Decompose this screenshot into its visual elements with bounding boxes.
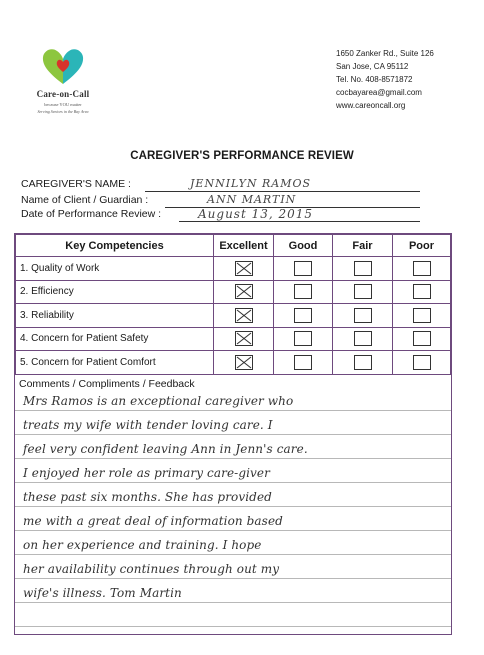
comment-line: Mrs Ramos is an exceptional caregiver who: [23, 394, 294, 408]
check-x-icon: [236, 309, 252, 322]
comment-line: me with a great deal of information based: [23, 514, 283, 528]
comment-line: wife's illness. Tom Martin: [23, 586, 182, 600]
checkbox-poor[interactable]: [413, 355, 431, 370]
checkbox-fair[interactable]: [354, 355, 372, 370]
comment-line: treats my wife with tender loving care. I: [23, 418, 273, 432]
review-date-label: Date of Performance Review :: [21, 208, 162, 220]
checkbox-poor[interactable]: [413, 308, 431, 323]
ruled-line: [15, 506, 451, 507]
checkbox-poor[interactable]: [413, 284, 431, 299]
heart-hands-icon: [40, 46, 86, 86]
header-poor: Poor: [393, 235, 451, 257]
comment-line: I enjoyed her role as primary care-giver: [23, 466, 270, 480]
checkbox-good[interactable]: [294, 331, 312, 346]
table-row: [16, 280, 451, 304]
address-city: San Jose, CA 95112: [336, 62, 409, 71]
ruled-line: [15, 410, 451, 411]
header-good: Good: [274, 235, 333, 257]
table-row: [16, 304, 451, 328]
competency-label: 1. Quality of Work: [16, 257, 214, 281]
company-name: Care-on-Call: [36, 89, 90, 99]
client-name-value: ANN MARTIN: [207, 193, 297, 206]
comment-line: her availability continues through out my: [23, 562, 280, 576]
checkbox-fair[interactable]: [354, 261, 372, 276]
comment-line: these past six months. She has provided: [23, 490, 272, 504]
review-frame: [14, 233, 452, 635]
comment-line: on her experience and training. I hope: [23, 538, 262, 552]
check-x-icon: [236, 285, 252, 298]
company-address: [336, 47, 434, 112]
table-header-row: [16, 235, 451, 257]
checkbox-excellent[interactable]: [235, 308, 253, 323]
checkbox-poor[interactable]: [413, 331, 431, 346]
comments-label: Comments / Compliments / Feedback: [19, 378, 195, 390]
caregiver-name-value: JENNILYN RAMOS: [190, 177, 312, 190]
checkbox-excellent[interactable]: [235, 284, 253, 299]
review-date-value: August 13, 2015: [198, 207, 314, 221]
table-row: [16, 257, 451, 281]
check-x-icon: [236, 356, 252, 369]
checkbox-excellent[interactable]: [235, 355, 253, 370]
form-title: CAREGIVER'S PERFORMANCE REVIEW: [130, 150, 354, 162]
header-fair: Fair: [333, 235, 393, 257]
caregiver-name-label: CAREGIVER'S NAME :: [21, 178, 131, 190]
ruled-line: [15, 434, 451, 435]
competency-label: 5. Concern for Patient Comfort: [16, 351, 214, 375]
competency-table: [15, 234, 451, 375]
ruled-line: [15, 482, 451, 483]
checkbox-poor[interactable]: [413, 261, 431, 276]
header-key-competencies: Key Competencies: [16, 235, 214, 257]
competency-label: 4. Concern for Patient Safety: [16, 327, 214, 351]
ruled-line: [15, 530, 451, 531]
ruled-line: [15, 554, 451, 555]
address-website: www.careoncall.org: [336, 101, 406, 110]
client-name-label: Name of Client / Guardian :: [21, 194, 149, 206]
checkbox-fair[interactable]: [354, 308, 372, 323]
check-x-icon: [236, 262, 252, 275]
header-excellent: Excellent: [214, 235, 274, 257]
checkbox-fair[interactable]: [354, 284, 372, 299]
checkbox-good[interactable]: [294, 355, 312, 370]
ruled-line: [15, 602, 451, 603]
company-subtitle: Serving Seniors in the Bay Area: [37, 109, 89, 114]
check-x-icon: [236, 332, 252, 345]
ruled-line: [15, 578, 451, 579]
address-email: cocbayarea@gmail.com: [336, 88, 422, 97]
competency-label: 3. Reliability: [16, 304, 214, 328]
address-street: 1650 Zanker Rd., Suite 126: [336, 49, 434, 58]
checkbox-good[interactable]: [294, 308, 312, 323]
table-row: [16, 351, 451, 375]
ruled-line: [15, 458, 451, 459]
checkbox-excellent[interactable]: [235, 261, 253, 276]
company-logo: [22, 46, 104, 114]
checkbox-fair[interactable]: [354, 331, 372, 346]
checkbox-good[interactable]: [294, 261, 312, 276]
table-row: [16, 327, 451, 351]
competency-label: 2. Efficiency: [16, 280, 214, 304]
checkbox-excellent[interactable]: [235, 331, 253, 346]
ruled-line: [15, 626, 451, 627]
comment-line: feel very confident leaving Ann in Jenn's care.: [23, 442, 308, 456]
checkbox-good[interactable]: [294, 284, 312, 299]
address-phone: Tel. No. 408-8571872: [336, 75, 413, 84]
company-tagline: because YOU matter: [44, 102, 82, 107]
